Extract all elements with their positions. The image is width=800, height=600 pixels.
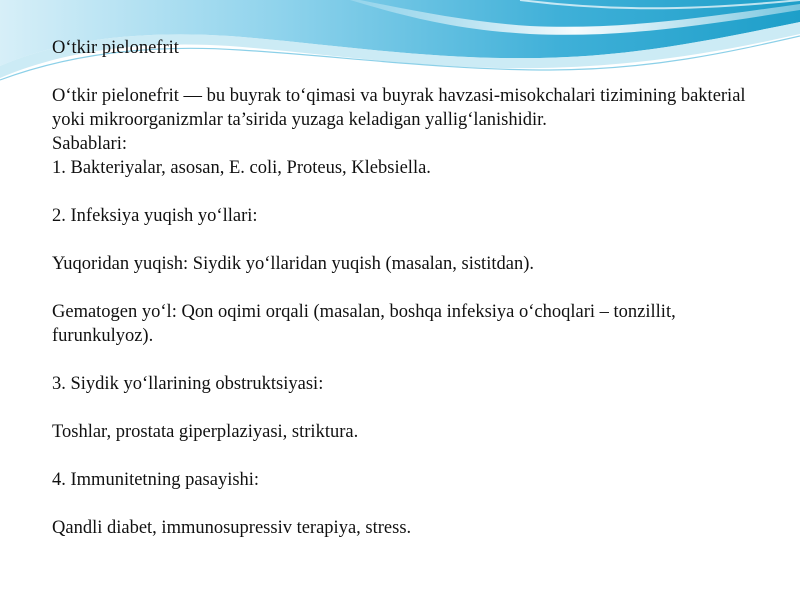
- causes-heading: Sabablari:: [52, 134, 128, 154]
- obstruction-details: Toshlar, prostata giperplaziyasi, striktura.: [52, 422, 359, 442]
- cause-item-3: 3. Siydik yo‘llarining obstruktsiyasi:: [52, 374, 324, 394]
- slide-title: O‘tkir pielonefrit: [52, 38, 179, 58]
- cause-item-4: 4. Immunitetning pasayishi:: [52, 470, 260, 490]
- route-hematogenous: Gematogen yo‘l: Qon oqimi orqali (masalan, boshqa infeksiya o‘choqlari – tonzillit, furunkulyoz).: [52, 302, 676, 346]
- route-ascending: Yuqoridan yuqish: Siydik yo‘llaridan yuqish (masalan, sistitdan).: [52, 254, 534, 274]
- immunity-details: Qandli diabet, immunosupressiv terapiya, stress.: [52, 518, 412, 538]
- slide-body: [52, 36, 752, 540]
- cause-item-2: 2. Infeksiya yuqish yo‘llari:: [52, 206, 258, 226]
- cause-item-1: 1. Bakteriyalar, asosan, E. coli, Proteus, Klebsiella.: [52, 158, 431, 178]
- definition-text: O‘tkir pielonefrit — bu buyrak to‘qimasi va buyrak havzasi-misokchalari tizimining bakterial yoki mikroorganizmlar ta’sirida yuzaga keladigan yallig‘lanishidir.: [52, 86, 746, 130]
